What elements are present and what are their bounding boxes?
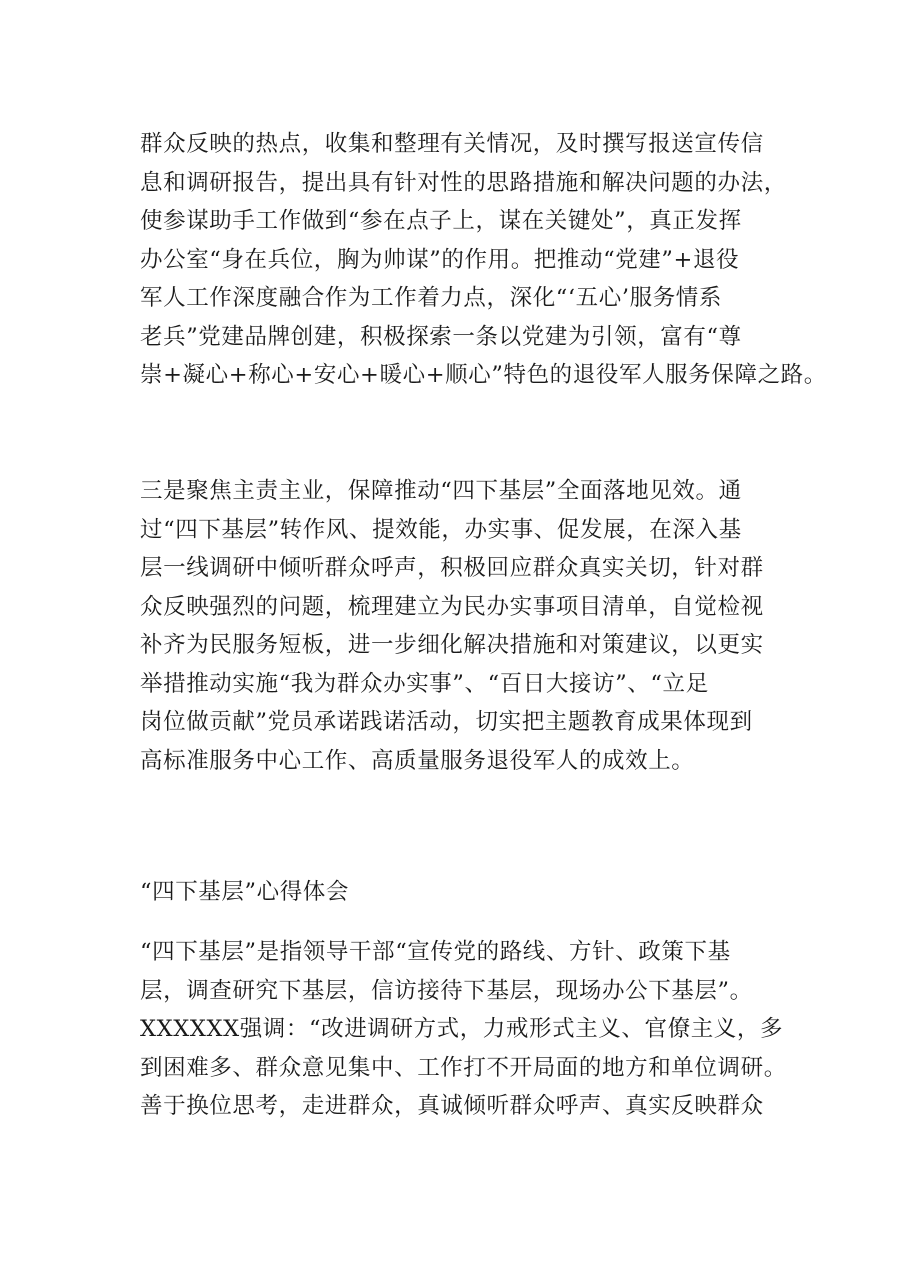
paragraph-line: 补齐为民服务短板，进一步细化解决措施和对策建议，以更实: [140, 632, 764, 658]
paragraph-line: “四下基层”是指领导干部“宣传党的路线、方针、政策下基: [140, 939, 731, 965]
paragraph-line: 老兵”党建品牌创建，积极探索一条以党建为引领，富有“尊: [140, 323, 742, 350]
paragraph-line: 善于换位思考，走进群众，真诚倾听群众呼声、真实反映群众: [140, 1093, 764, 1119]
paragraph-line: 到困难多、群众意见集中、工作打不开局面的地方和单位调研。: [140, 1054, 787, 1081]
section-heading: “四下基层”心得体会: [140, 879, 350, 905]
paragraph-3: [140, 933, 787, 1126]
paragraph-line: 高标准服务中心工作、高质量服务退役军人的成效上。: [140, 747, 695, 774]
paragraph-line: 举措推动实施“我为群众办实事”、“百日大接访”、“立足: [140, 670, 709, 697]
paragraph-line: 过“四下基层”转作风、提效能，办实事、促发展，在深入基: [140, 516, 742, 543]
paragraph-line: 军人工作深度融合作为工作着力点，深化“‘五心’服务情系: [140, 285, 723, 311]
paragraph-line: 层一线调研中倾听群众呼声，积极回应群众真实关切，针对群: [140, 555, 764, 581]
paragraph-line: 崇+凝心+称心+安心+暖心+顺心”特色的退役军人服务保障之路。: [140, 362, 827, 388]
paragraph-2: [140, 472, 780, 780]
paragraph-line: 办公室“身在兵位，胸为帅谋”的作用。把推动“党建”+退役: [140, 246, 740, 273]
section-heading-block: [140, 873, 780, 912]
paragraph-line: 层，调查研究下基层，信访接待下基层，现场办公下基层”。: [140, 977, 753, 1004]
paragraph-line: 使参谋助手工作做到“参在点子上，谋在关键处”，真正发挥: [140, 208, 742, 234]
paragraph-line: 息和调研报告，提出具有针对性的思路措施和解决问题的办法，: [140, 169, 787, 196]
paragraph-line: 群众反映的热点，收集和整理有关情况，及时撰写报送宣传信: [140, 131, 764, 157]
paragraph-line: 众反映强烈的问题，梳理建立为民办实事项目清单，自觉检视: [140, 593, 764, 620]
paragraph-1: [140, 125, 827, 395]
paragraph-line: 三是聚焦主责主业，保障推动“四下基层”全面落地见效。通: [140, 478, 742, 504]
paragraph-line: XXXXXX强调：“改进调研方式，力戒形式主义、官僚主义，多: [140, 1016, 784, 1042]
paragraph-line: 岗位做贡献”党员承诺践诺活动，切实把主题教育成果体现到: [140, 709, 753, 735]
